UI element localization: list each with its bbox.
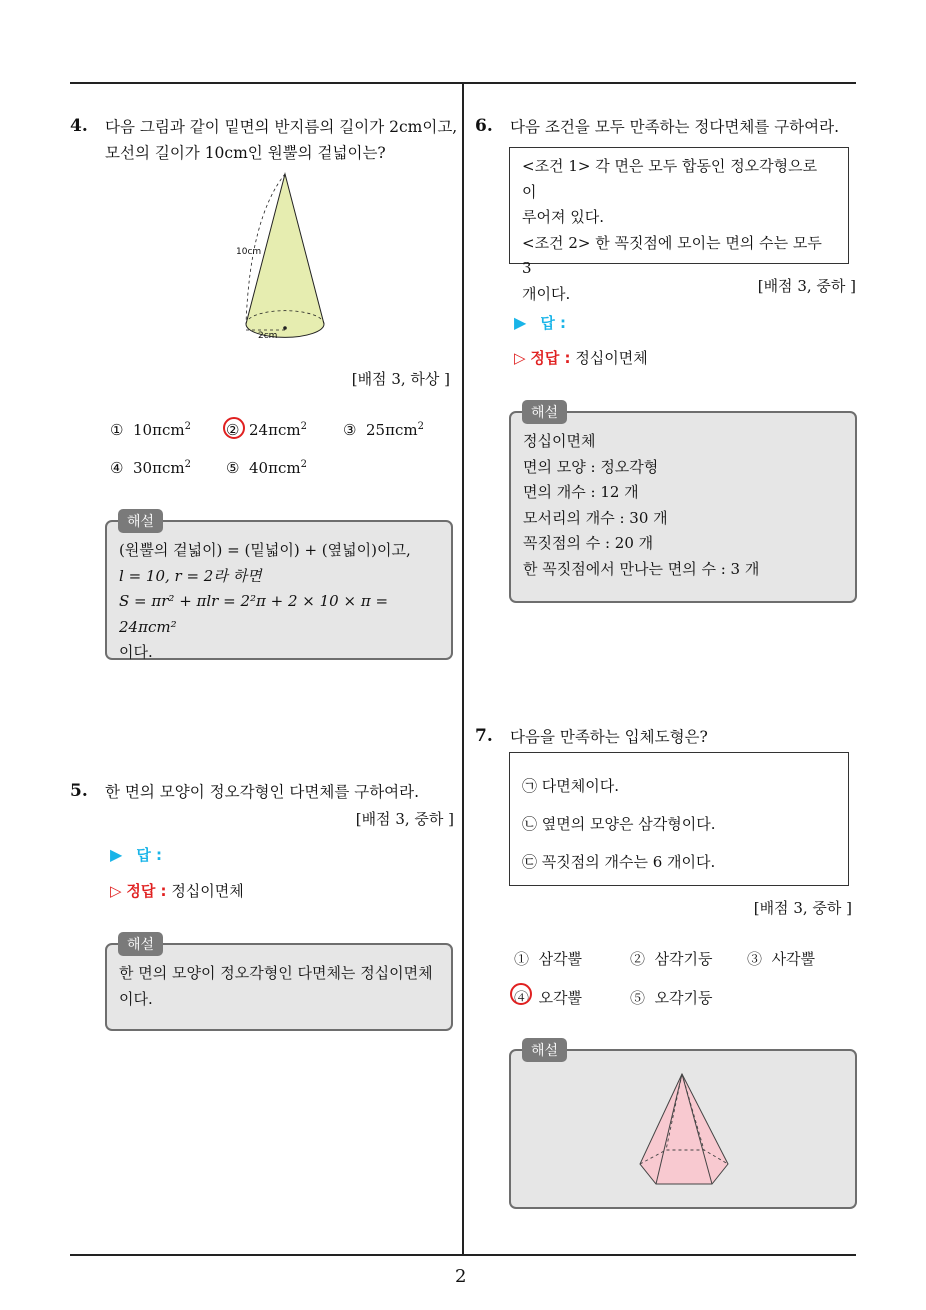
q5-score: [배점 3, 중하 ] — [355, 810, 454, 828]
q5-answer-row: ▶ 답 : — [110, 845, 163, 864]
q6-explain-line: 한 꼭짓점에서 만나는 면의 수 : 3 개 — [523, 559, 760, 578]
q4-choice-5[interactable]: ⑤ 40πcm$^2$ — [226, 459, 307, 477]
q7-choice-3[interactable]: ③ 사각뿔 — [747, 950, 816, 968]
q7-choice-1[interactable]: ① 삼각뿔 — [514, 950, 583, 968]
q6-explain-line: 꼭짓점의 수 : 20 개 — [523, 534, 654, 552]
q5-number: 5. — [70, 781, 88, 801]
q4-choice-2[interactable]: ② 24πcm$^2$ — [226, 421, 307, 439]
q4-explain-line: (원뿔의 겉넓이) = (밑넓이) + (옆넓이)이고, — [119, 541, 411, 559]
q4-choice-1[interactable]: ① 10πcm$^2$ — [110, 421, 191, 439]
q4-explain-line: l = 10, r = 2라 하면 — [119, 566, 262, 585]
q6-score: [배점 3, 중하 ] — [757, 277, 856, 295]
q6-explain-tag: 해설 — [522, 400, 567, 424]
q6-explain-line: 모서리의 개수 : 30 개 — [523, 508, 668, 527]
q6-explain-line: 면의 개수 : 12 개 — [523, 483, 639, 501]
q6-condition-line: <조건 2> 한 꼭짓점에 모이는 면의 수는 모두 3 — [522, 233, 822, 277]
q7-conditions-box — [509, 752, 849, 886]
q6-explain-line: 정십이면체 — [523, 432, 596, 450]
q4-explain-tag: 해설 — [118, 509, 163, 533]
q6-number: 6. — [475, 116, 493, 136]
q5-text: 한 면의 모양이 정오각형인 다면체를 구하여라. — [105, 783, 420, 801]
bottom-rule — [70, 1254, 856, 1256]
q7-choice-5[interactable]: ⑤ 오각기둥 — [630, 989, 713, 1007]
q4-correct-mark — [223, 417, 245, 439]
q4-explain-line: 이다. — [119, 643, 153, 661]
q7-score: [배점 3, 중하 ] — [753, 899, 852, 917]
q5-explain-tag: 해설 — [118, 932, 163, 956]
q6-answer-row: ▶ 답 : — [514, 313, 567, 332]
q6-text: 다음 조건을 모두 만족하는 정다면체를 구하여라. — [510, 118, 840, 136]
q6-explain-line: 면의 모양 : 정오각형 — [523, 457, 659, 476]
q7-pentagonal-pyramid-figure — [636, 1070, 732, 1190]
q4-score: [배점 3, 하상 ] — [351, 370, 450, 388]
q5-explanation-box — [105, 943, 453, 1031]
q7-choice-2[interactable]: ② 삼각기둥 — [630, 950, 713, 968]
q7-condition-line: ㉠ 다면체이다. — [522, 777, 619, 795]
q7-correct-mark — [510, 983, 532, 1005]
q5-explain-line: 이다. — [119, 989, 153, 1008]
q7-explain-tag: 해설 — [522, 1038, 567, 1062]
q5-explain-line: 한 면의 모양이 정오각형인 다면체는 정십이면체 — [119, 964, 433, 982]
q7-condition-line: ㉡ 옆면의 모양은 삼각형이다. — [522, 815, 716, 833]
play-arrow-icon: ▶ — [110, 845, 123, 864]
q6-condition-line: 루어져 있다. — [522, 208, 604, 226]
q6-condition-line: <조건 1> 각 면은 모두 합동인 정오각형으로 이 — [522, 157, 818, 201]
q7-condition-line: ㉢ 꼭짓점의 개수는 6 개이다. — [522, 853, 716, 871]
q7-number: 7. — [475, 726, 493, 746]
q4-text-line2: 모선의 길이가 10cm인 원뿔의 겉넓이는? — [105, 144, 386, 162]
q4-explain-line: S = πr² + πlr = 2²π + 2 × 10 × π = 24πcm² — [119, 592, 389, 636]
triangle-outline-icon: ▷ — [110, 882, 122, 900]
q6-condition-line: 개이다. — [522, 284, 571, 303]
q7-text: 다음을 만족하는 입체도형은? — [510, 728, 708, 746]
q6-correct-row: ▷ 정답 : 정십이면체 — [514, 349, 648, 367]
q4-cone-figure — [228, 168, 338, 348]
triangle-outline-icon: ▷ — [514, 349, 526, 367]
q5-correct-row: ▷ 정답 : 정십이면체 — [110, 882, 244, 900]
q4-number: 4. — [70, 116, 88, 136]
q6-explanation-box — [509, 411, 857, 603]
play-arrow-icon: ▶ — [514, 313, 527, 332]
column-divider — [462, 84, 464, 1254]
page-number: 2 — [455, 1266, 467, 1287]
q4-radius-label: 2cm — [258, 331, 278, 341]
q7-choice-4[interactable]: ④ 오각뿔 — [514, 989, 583, 1007]
q4-text-line1: 다음 그림과 같이 밑면의 반지름의 길이가 2cm이고, — [105, 118, 458, 136]
q4-explanation-box — [105, 520, 453, 660]
q4-slant-label: 10cm — [236, 247, 262, 257]
q4-choice-4[interactable]: ④ 30πcm$^2$ — [110, 459, 191, 477]
q4-choice-3[interactable]: ③ 25πcm$^2$ — [343, 421, 424, 439]
